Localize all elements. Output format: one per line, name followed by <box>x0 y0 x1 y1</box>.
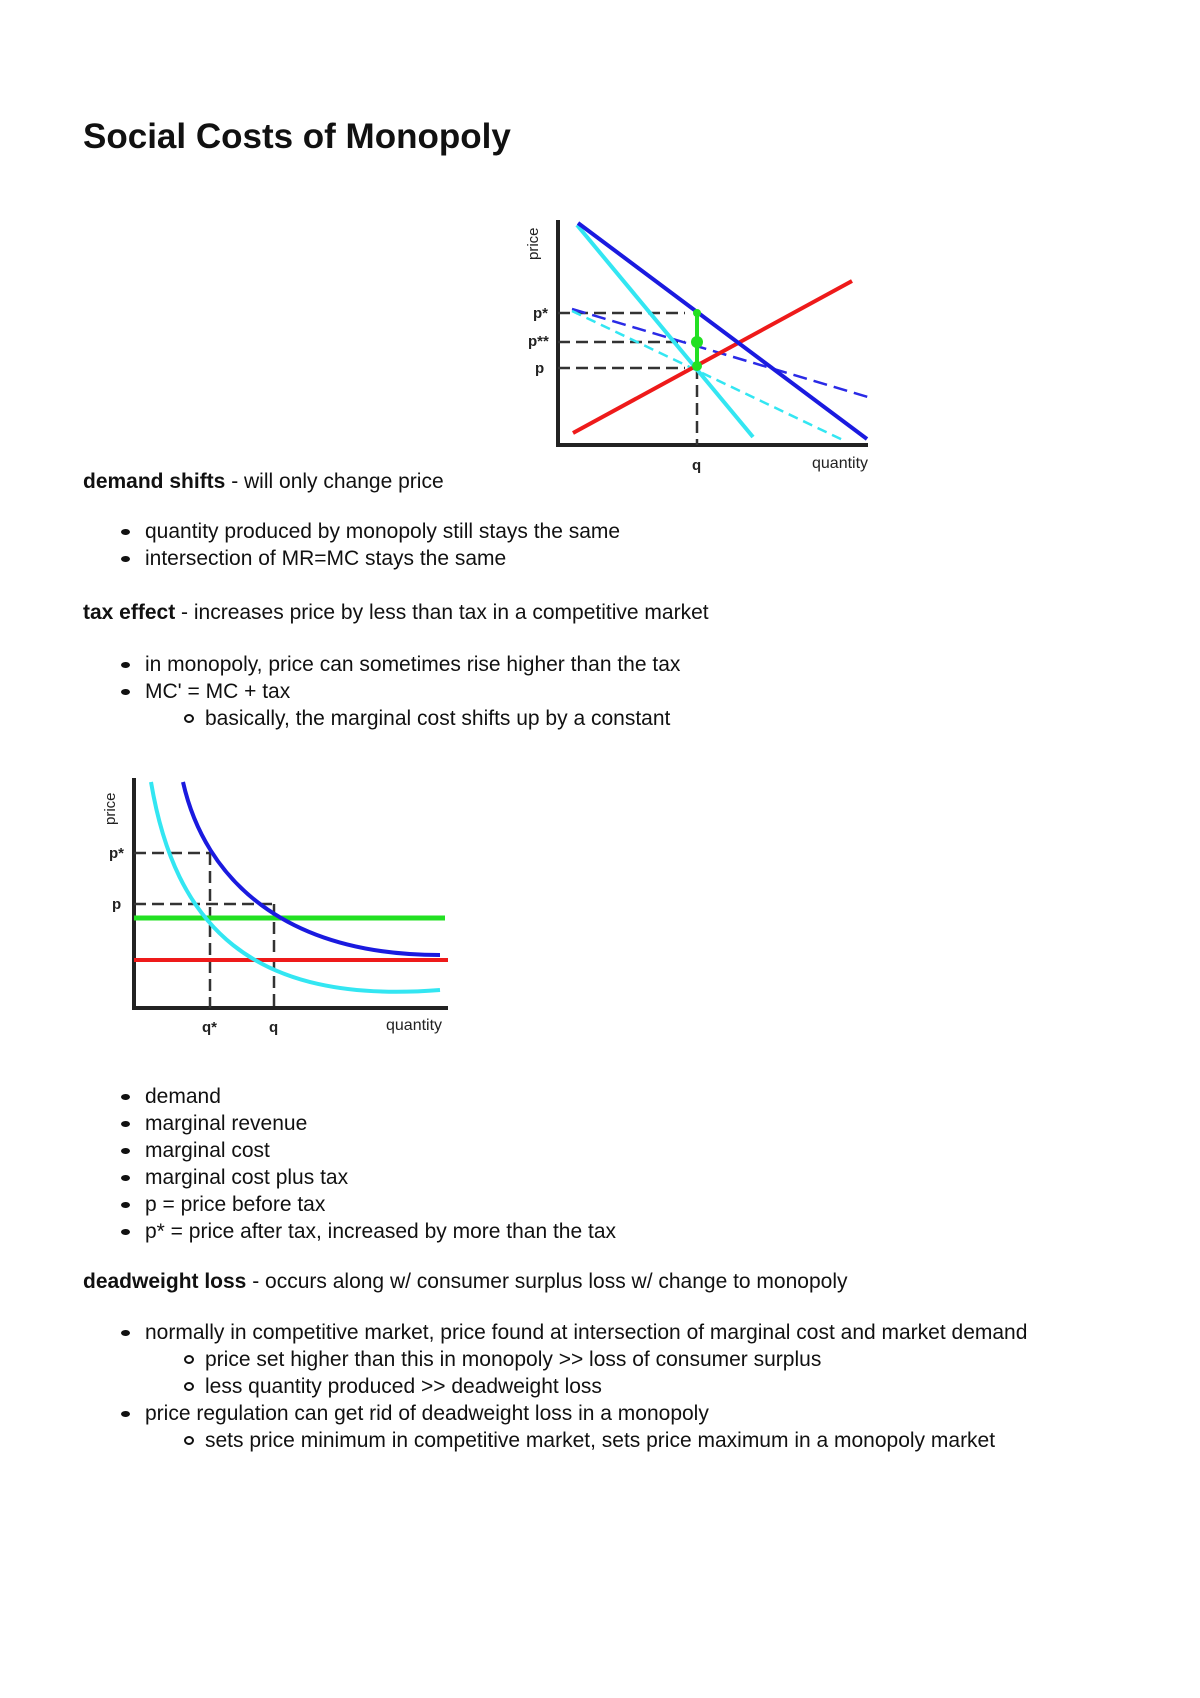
list-item-text: price regulation can get rid of deadweight loss in a monopoly <box>145 1402 709 1425</box>
list-item: marginal cost plus tax <box>145 1164 616 1191</box>
list-item: marginal revenue <box>145 1110 616 1137</box>
list-item: p* = price after tax, increased by more than the tax <box>145 1220 617 1243</box>
deadweight-loss-sublist-1 <box>205 1346 1105 1400</box>
list-item-text: MC' = MC + tax <box>145 680 291 703</box>
graph1-label-pstarstar: p** <box>528 333 549 350</box>
tax-effect-list <box>145 651 680 732</box>
sub-list-item: price set higher than this in monopoly >> loss of consumer surplus <box>205 1346 1105 1373</box>
sub-list-item: less quantity produced >> deadweight loss <box>205 1373 1105 1400</box>
list-item: quantity produced by monopoly still stays the same <box>145 520 621 543</box>
list-item <box>145 1400 1105 1454</box>
deadweight-loss-list <box>145 1319 1105 1454</box>
graph2-demand-curve <box>183 782 440 955</box>
deadweight-loss-sublist-2 <box>205 1427 1105 1454</box>
sub-list-item: basically, the marginal cost shifts up by a constant <box>205 705 680 732</box>
graph1-marginal-cost-line <box>573 281 852 433</box>
demand-shifts-paragraph <box>83 468 444 495</box>
graph2-label-q: q <box>269 1019 279 1036</box>
list-item: in monopoly, price can sometimes rise higher than the tax <box>145 653 681 676</box>
graph2-label-pstar: p* <box>109 845 124 862</box>
list-item-text: normally in competitive market, price found at intersection of marginal cost and market demand <box>145 1321 1028 1344</box>
demand-shift-graph <box>510 205 890 475</box>
tax-effect-sublist <box>205 705 680 732</box>
graph1-marginal-revenue-line <box>577 225 753 437</box>
list-item: p = price before tax <box>145 1191 616 1218</box>
list-item <box>145 1319 1105 1400</box>
tax-effect-heading: tax effect <box>83 601 176 624</box>
graph1-xlabel: quantity <box>812 455 869 472</box>
graph2-label-p: p <box>112 896 122 913</box>
demand-shifts-list <box>145 518 620 572</box>
graph1-point-pstarstar <box>691 336 703 348</box>
legend-list <box>145 1083 616 1245</box>
demand-shifts-desc: - will only change price <box>225 470 444 493</box>
list-item <box>145 678 680 732</box>
tax-effect-paragraph <box>83 599 709 626</box>
graph1-point-p <box>692 361 702 371</box>
graph2-xlabel: quantity <box>386 1017 443 1034</box>
list-item: marginal cost <box>145 1137 616 1164</box>
sub-list-item: sets price minimum in competitive market, sets price maximum in a monopoly market <box>205 1427 1105 1454</box>
demand-shifts-heading: demand shifts <box>83 470 226 493</box>
graph1-label-pstar: p* <box>533 305 548 322</box>
deadweight-loss-paragraph <box>83 1268 848 1295</box>
tax-effect-desc: - increases price by less than tax in a competitive market <box>175 601 709 624</box>
list-item: intersection of MR=MC stays the same <box>145 545 620 572</box>
graph1-label-p: p <box>535 360 545 377</box>
graph1-ylabel: price <box>525 227 542 260</box>
list-item: demand <box>145 1083 616 1110</box>
graph1-shifted-mr-dashed <box>572 311 845 441</box>
deadweight-loss-heading: deadweight loss <box>83 1270 247 1293</box>
page-title: Social Costs of Monopoly <box>83 117 511 156</box>
tax-effect-graph <box>100 770 460 1040</box>
graph1-label-q: q <box>692 457 702 474</box>
deadweight-loss-desc: - occurs along w/ consumer surplus loss w/ change to monopoly <box>246 1270 848 1293</box>
graph2-ylabel: price <box>102 792 119 825</box>
graph1-point-pstar <box>693 309 701 317</box>
graph2-label-qstar: q* <box>202 1019 217 1036</box>
